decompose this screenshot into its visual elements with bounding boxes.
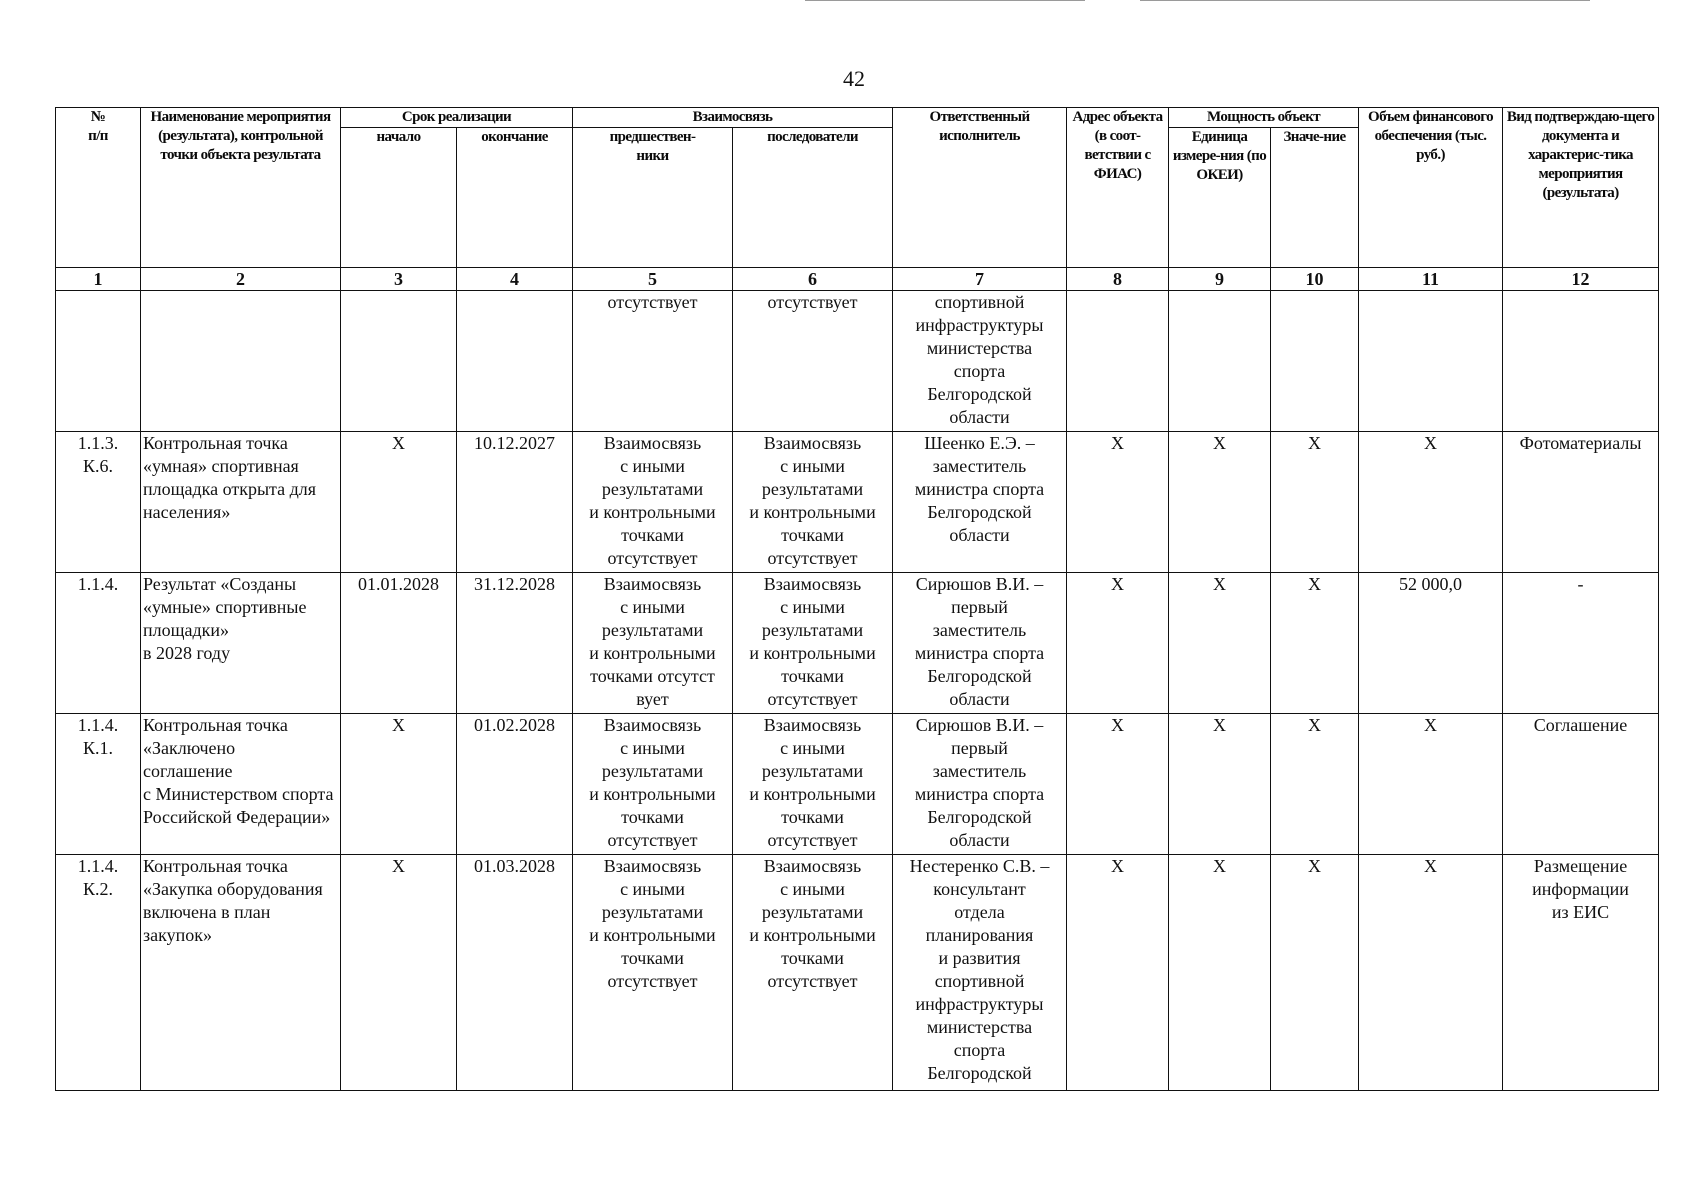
row-num: [56, 291, 141, 432]
row-end: 10.12.2027: [457, 432, 573, 573]
column-number: 7: [893, 268, 1067, 291]
column-number: 1: [56, 268, 141, 291]
row-num: 1.1.3. К.6.: [56, 432, 141, 573]
row-responsible: Сирюшов В.И. – первый заместитель министра спорта Белгородской области: [893, 573, 1067, 714]
row-start: 01.01.2028: [341, 573, 457, 714]
row-unit: Х: [1169, 573, 1271, 714]
column-number: 2: [141, 268, 341, 291]
row-name: [141, 291, 341, 432]
table-row: [56, 714, 1659, 855]
row-name: Результат «Созданы «умные» спортивные площадки» в 2028 году: [141, 573, 341, 714]
column-number: 5: [573, 268, 733, 291]
row-unit: [1169, 291, 1271, 432]
header-doc-type: Вид подтверждаю-щего документа и характерис-тика мероприятия (результата): [1503, 108, 1659, 268]
row-responsible: Сирюшов В.И. – первый заместитель министра спорта Белгородской области: [893, 714, 1067, 855]
column-number: 3: [341, 268, 457, 291]
scan-edge-line: [1140, 0, 1590, 1]
column-number: 4: [457, 268, 573, 291]
row-num: 1.1.4. К.2.: [56, 855, 141, 1091]
row-doc-type: Соглашение: [1503, 714, 1659, 855]
row-address: Х: [1067, 855, 1169, 1091]
header-unit: Единица измере-ния (по ОКЕИ): [1169, 128, 1271, 268]
row-finance: 52 000,0: [1359, 573, 1503, 714]
row-start: Х: [341, 855, 457, 1091]
row-end: 31.12.2028: [457, 573, 573, 714]
row-finance: Х: [1359, 855, 1503, 1091]
header-term: Срок реализации: [341, 108, 573, 128]
row-unit: Х: [1169, 432, 1271, 573]
table-row: [56, 432, 1659, 573]
row-doc-type: Фотоматериалы: [1503, 432, 1659, 573]
table-row: [56, 291, 1659, 432]
header-value: Значе-ние: [1271, 128, 1359, 268]
row-num: 1.1.4.: [56, 573, 141, 714]
scan-edge-line: [805, 0, 1085, 1]
header-end: окончание: [457, 128, 573, 268]
table-row: [56, 573, 1659, 714]
row-finance: Х: [1359, 432, 1503, 573]
row-successors: Взаимосвязь с иными результатами и контрольными точками отсутствует: [733, 714, 893, 855]
row-address: Х: [1067, 714, 1169, 855]
header-relation: Взаимосвязь: [573, 108, 893, 128]
row-predecessors: Взаимосвязь с иными результатами и контрольными точками отсутствует: [573, 432, 733, 573]
column-number: 11: [1359, 268, 1503, 291]
row-address: [1067, 291, 1169, 432]
row-value: Х: [1271, 855, 1359, 1091]
row-start: Х: [341, 714, 457, 855]
row-start: [341, 291, 457, 432]
header-start: начало: [341, 128, 457, 268]
column-number: 12: [1503, 268, 1659, 291]
row-name: Контрольная точка «Заключено соглашение с Министерством спорта Российской Федерации»: [141, 714, 341, 855]
row-successors: отсутствует: [733, 291, 893, 432]
row-finance: Х: [1359, 714, 1503, 855]
row-num: 1.1.4. К.1.: [56, 714, 141, 855]
row-value: Х: [1271, 432, 1359, 573]
row-unit: Х: [1169, 855, 1271, 1091]
row-responsible: спортивной инфраструктуры министерства спорта Белгородской области: [893, 291, 1067, 432]
row-doc-type: -: [1503, 573, 1659, 714]
row-value: Х: [1271, 714, 1359, 855]
row-name: Контрольная точка «Закупка оборудования включена в план закупок»: [141, 855, 341, 1091]
header-finance: Объем финансового обеспечения (тыс. руб.): [1359, 108, 1503, 268]
row-predecessors: Взаимосвязь с иными результатами и контрольными точками отсутствует: [573, 714, 733, 855]
row-end: 01.03.2028: [457, 855, 573, 1091]
column-number: 9: [1169, 268, 1271, 291]
row-predecessors: Взаимосвязь с иными результатами и контрольными точками отсутст вует: [573, 573, 733, 714]
row-finance: [1359, 291, 1503, 432]
row-predecessors: отсутствует: [573, 291, 733, 432]
page-number: 42: [843, 66, 865, 91]
header-name: Наименование мероприятия (результата), контрольной точки объекта результата: [141, 108, 341, 268]
plan-table: [55, 107, 1659, 1091]
table-row: [56, 855, 1659, 1091]
row-predecessors: Взаимосвязь с иными результатами и контрольными точками отсутствует: [573, 855, 733, 1091]
row-unit: Х: [1169, 714, 1271, 855]
row-value: Х: [1271, 573, 1359, 714]
row-address: Х: [1067, 573, 1169, 714]
row-start: Х: [341, 432, 457, 573]
row-responsible: Нестеренко С.В. – консультант отдела планирования и развития спортивной инфраструктуры министерства спорта Белгородской: [893, 855, 1067, 1091]
row-end: 01.02.2028: [457, 714, 573, 855]
header-num: № п/п: [56, 108, 141, 268]
column-number-row: [56, 268, 1659, 291]
row-doc-type: Размещение информации из ЕИС: [1503, 855, 1659, 1091]
column-number: 10: [1271, 268, 1359, 291]
column-number: 6: [733, 268, 893, 291]
header-address: Адрес объекта (в соот-ветствии с ФИАС): [1067, 108, 1169, 268]
row-responsible: Шеенко Е.Э. – заместитель министра спорта Белгородской области: [893, 432, 1067, 573]
header-capacity: Мощность объект: [1169, 108, 1359, 128]
row-doc-type: [1503, 291, 1659, 432]
column-number: 8: [1067, 268, 1169, 291]
row-successors: Взаимосвязь с иными результатами и контрольными точками отсутствует: [733, 855, 893, 1091]
header-responsible: Ответственный исполнитель: [893, 108, 1067, 268]
row-successors: Взаимосвязь с иными результатами и контрольными точками отсутствует: [733, 573, 893, 714]
row-name: Контрольная точка «умная» спортивная площадка открыта для населения»: [141, 432, 341, 573]
row-end: [457, 291, 573, 432]
row-successors: Взаимосвязь с иными результатами и контрольными точками отсутствует: [733, 432, 893, 573]
header-predecessors: предшествен- ники: [573, 128, 733, 268]
row-address: Х: [1067, 432, 1169, 573]
row-value: [1271, 291, 1359, 432]
header-successors: последователи: [733, 128, 893, 268]
